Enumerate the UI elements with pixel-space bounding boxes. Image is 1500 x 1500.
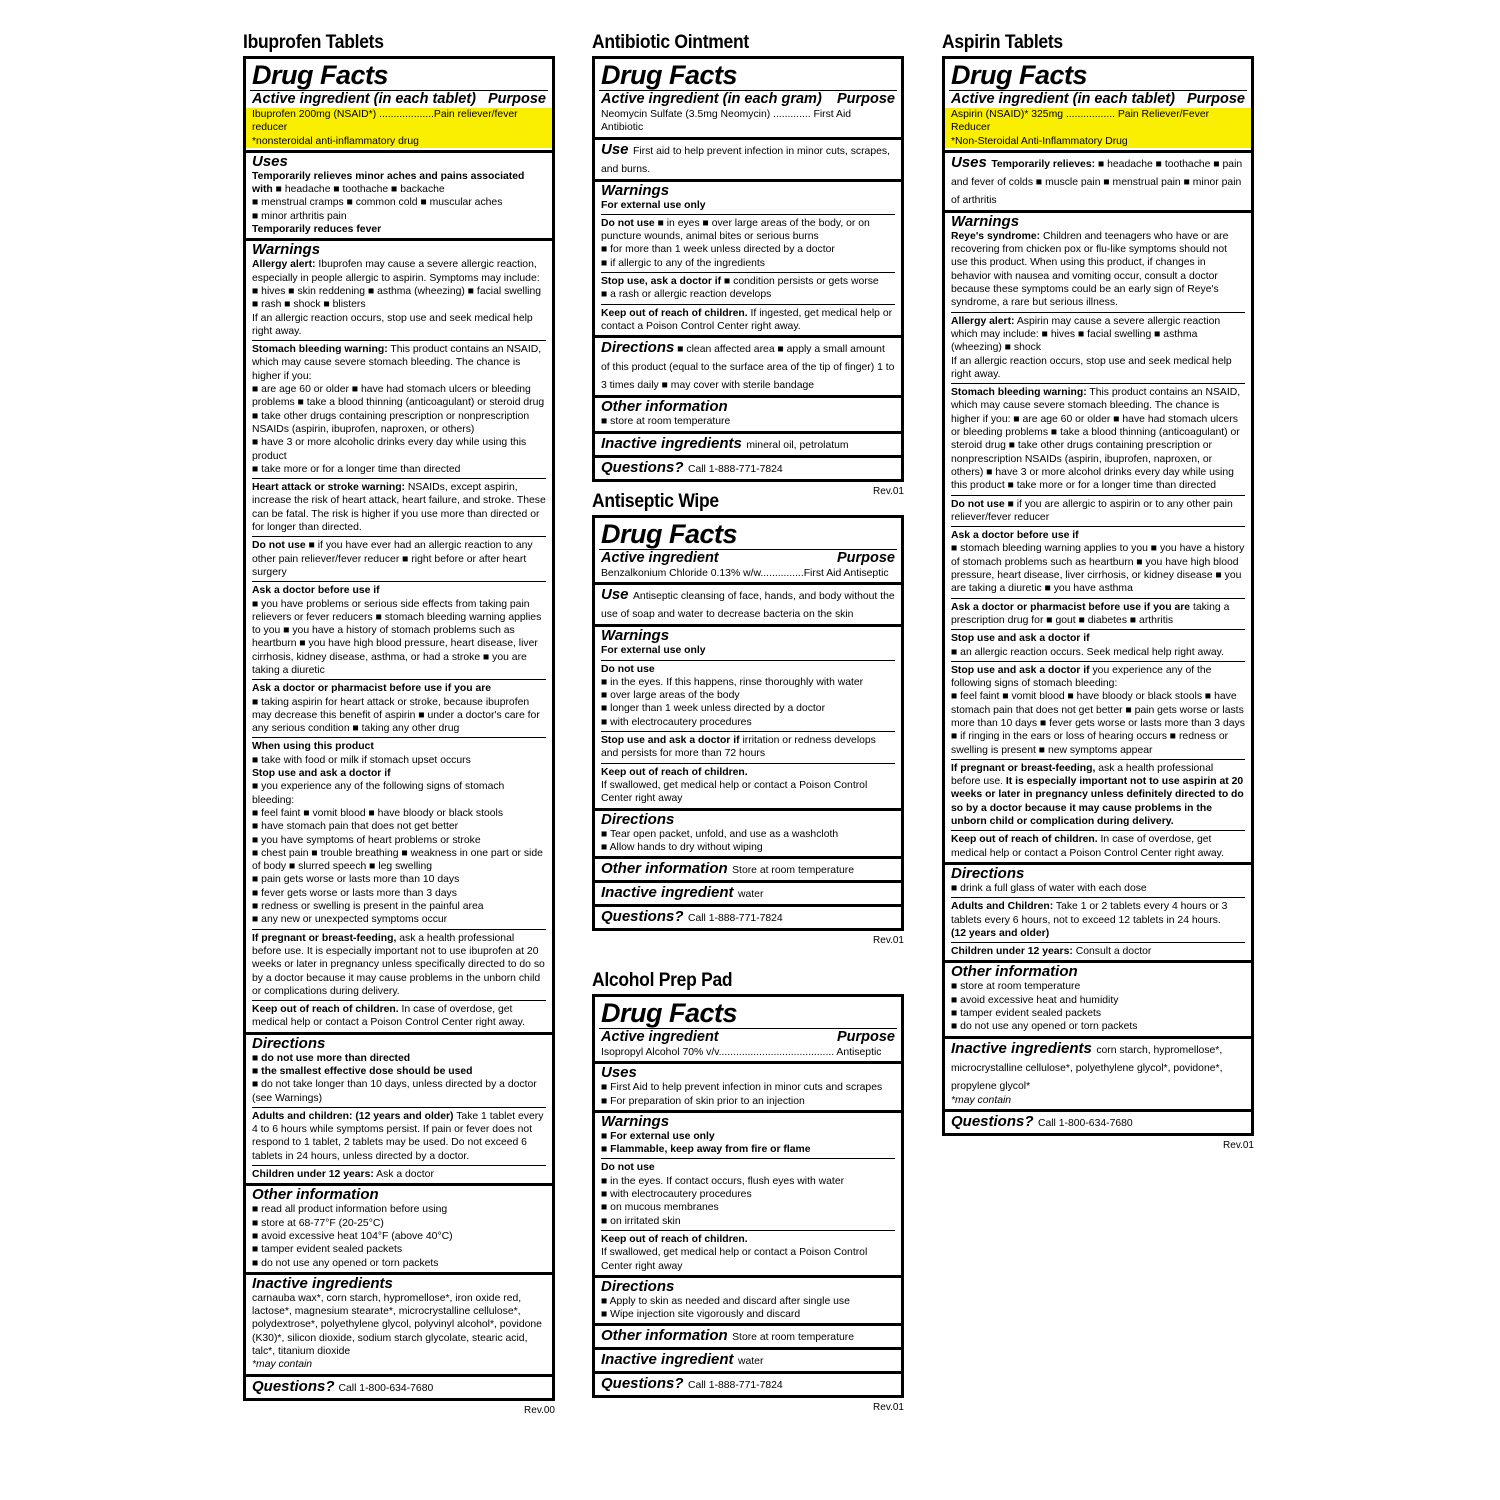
drug-facts-heading: Drug Facts (951, 60, 1088, 90)
ibu-stomach-t: This product contains an NSAID, which may cause severe stomach bleeding. The chance is higher if you: (252, 344, 542, 382)
ibu-uses-1: Temporarily relieves minor aches and pains associated with (252, 170, 525, 196)
revision-label: Rev.01 (873, 935, 904, 947)
ibu-uses-h: Uses (252, 152, 288, 170)
wipe-dir-2: ■ Allow hands to dry without wiping (601, 841, 763, 853)
asp-preg-b2: It is especially important not to use aspirin at 20 weeks or later in pregnancy unless definitely directed to do so by a doctor because it may cause problems in the unborn child or complication during delivery. (951, 776, 1244, 828)
alc-w-1: ■ For external use only (601, 1130, 715, 1142)
anti-warnings-h: Warnings (601, 181, 670, 199)
ibu-other-5: ■ do not use any opened or torn packets (252, 1257, 439, 1269)
alc-q-t: Call 1-888-771-7824 (687, 1380, 783, 1392)
anti-dir-h: Directions (601, 339, 675, 357)
alc-keep-b: Keep out of reach of children. (601, 1233, 748, 1245)
wipe-dnu-1: ■ in the eyes. If this happens, rinse thoroughly with water (601, 676, 864, 688)
asp-active-label: Active ingredient (in each tablet) (951, 91, 1175, 107)
wipe-inactive-t: water (738, 889, 764, 901)
alc-uses-h: Uses (601, 1064, 637, 1082)
anti-active-label: Active ingredient (in each gram) (601, 91, 822, 107)
ibu-child-t: Ask a doctor (373, 1169, 434, 1181)
drug-facts-panel (942, 56, 1254, 1136)
ibu-preg-t: ask a health professional before use. It is especially important not to use ibuprofen at 20 weeks or later in pregnancy unless specifically directed to do so by a doctor because it may cause problems in the unborn child or complications during delivery. (252, 932, 545, 997)
product-title: Antiseptic Wipe (592, 491, 719, 512)
drug-facts-heading: Drug Facts (601, 519, 738, 549)
alc-dnu-3: ■ on mucous membranes (601, 1202, 719, 1214)
ibu-stomach-l1: ■ are age 60 or older ■ have had stomach ulcers or bleeding problems ■ take a blood thinning (anticoagulant) or steroid drug ■ take other drugs containing prescription or nonprescription NSAIDs (aspirin, ibuprofen, naproxen, or others) (252, 384, 545, 435)
asp-other-4: ■ do not use any opened or torn packets (951, 1021, 1138, 1033)
product-title: Antibiotic Ointment (592, 32, 749, 53)
ibu-inactive-h: Inactive ingredients (252, 1274, 393, 1292)
asp-inactive-t: corn starch, hypromellose*, microcrystalline cellulose*, polyethylene glycol*, povidone*, propylene glycol* (951, 1044, 1223, 1092)
anti-dnu-t2: ■ for more than 1 week unless directed by a doctor (601, 244, 835, 256)
alc-active-line: Isopropyl Alcohol 70% v/v........................................ Antiseptic (601, 1047, 882, 1058)
ibu-stop-t8: ■ redness or swelling is present in the painful area (252, 901, 484, 913)
asp-inactive-h: Inactive ingredients (951, 1039, 1092, 1057)
active-ingredient-highlight (945, 108, 1251, 148)
anti-ext: For external use only (601, 199, 706, 211)
wipe-q-h: Questions? (601, 908, 684, 926)
asp-stop2-t: you experience any of the following signs of stomach bleeding: (951, 664, 1212, 690)
anti-q-t: Call 1-888-771-7824 (687, 463, 783, 475)
ibu-stomach-b: Stomach bleeding warning: (252, 344, 388, 356)
alc-dnu-4: ■ on irritated skin (601, 1215, 681, 1227)
alc-keep-t: If swallowed, get medical help or contact a Poison Control Center right away (601, 1247, 868, 1272)
asp-dnu-t: ■ if you are allergic to aspirin or to any other pain reliever/fever reducer (951, 498, 1233, 523)
asp-warnings-h: Warnings (951, 212, 1020, 230)
asp-uses-h: Uses (951, 153, 987, 171)
revision-label: Rev.00 (524, 1404, 555, 1416)
inactive-ingredients-section (246, 1272, 552, 1374)
antiseptic-wipe-column (592, 491, 904, 946)
asp-dir-t: ■ drink a full glass of water with each dose (951, 882, 1147, 894)
alc-uses-2: ■ For preparation of skin prior to an injection (601, 1095, 805, 1107)
product-title: Aspirin Tablets (942, 32, 1063, 53)
ibu-inactive-note: *may contain (252, 1359, 313, 1371)
ibu-uses-4: ■ minor arthritis pain (252, 210, 347, 222)
wipe-ext: For external use only (601, 645, 706, 657)
wipe-warnings-h: Warnings (601, 627, 670, 645)
ibu-adults-t: Take 1 tablet every 4 to 6 hours while symptoms persist. If pain or fever does not respond to 1 tablet, 2 tablets may be used. Do not exceed 6 tablets in 24 hours, unless directed by a doctor. (252, 1110, 544, 1162)
asp-reye-t: Children and teenagers who have or are recovering from chicken pox or flu-like symptoms should not use this product. When using this product, if changes in behavior with nausea and vomiting occur, consult a doctor because these symptoms could be an early sign of Reye's syndrome, a rare but serious illness. (951, 230, 1229, 309)
asp-askph-b: Ask a doctor or pharmacist before use if you are (951, 601, 1191, 613)
ibu-dir-3: ■ do not take longer than 10 days, unless directed by a doctor (see Warnings) (252, 1079, 537, 1104)
alcohol-prep-pad-column (592, 970, 904, 1413)
ibu-stop-t4: ■ you have symptoms of heart problems or stroke (252, 834, 481, 846)
alc-other-t: Store at room temperature (732, 1332, 854, 1344)
ibu-allergy-t2: If an allergic reaction occurs, stop use and seek medical help right away. (252, 312, 533, 337)
asp-stop1-h: Stop use and ask a doctor if (951, 633, 1090, 645)
ibu-stomach-l3: ■ take more or for a longer time than directed (252, 463, 461, 475)
wipe-stop-t: irritation or redness develops and persists for more than 72 hours (601, 735, 876, 760)
ibu-uses-2: ■ headache ■ toothache ■ backache (275, 184, 445, 196)
asp-purpose-label: Purpose (1186, 91, 1245, 107)
wipe-use-t: Antiseptic cleansing of face, hands, and body without the use of soap and water to decrease bacteria on the skin (601, 591, 895, 621)
ibu-stop-t6: ■ pain gets worse or lasts more than 10 days (252, 874, 460, 886)
ibu-dir-h: Directions (252, 1034, 326, 1052)
asp-keep-t: In case of overdose, get medical help or contact a Poison Control Center right away. (951, 834, 1224, 859)
asp-preg-t: ask a health professional before use. (951, 762, 1214, 788)
antibiotic-ointment-column (592, 32, 904, 497)
asp-allergy-t: Aspirin may cause a severe allergic reaction which may include: ■ hives ■ facial swelling ■ asthma (wheezing) ■ shock (951, 315, 1221, 354)
drug-facts-heading: Drug Facts (601, 998, 738, 1028)
wipe-stop-b: Stop use and ask a doctor if (601, 735, 740, 747)
ibu-dir-2: ■ the smallest effective dose should be used (252, 1066, 473, 1077)
alc-inactive-h: Inactive ingredient (601, 1351, 734, 1369)
asp-child-b: Children under 12 years: (951, 946, 1073, 958)
ibu-when-t: ■ take with food or milk if stomach upset occurs (252, 754, 471, 766)
asp-stomach-t: This product contains an NSAID, which may cause severe stomach bleeding. The chance is higher if you: ■ are age 60 or older ■ have had stomach ulcers or bleeding problems ■ take a blood thinning (anticoagulant) or steroid drug ■ take other drugs containing prescription or nonprescription NSAIDs (aspirin, ibuprofen, naproxen, or others) ■ have 3 or more alcohol drinks every day while using this product ■ take more or for a longer time than directed (951, 387, 1241, 492)
ibu-stomach-l2: ■ have 3 or more alcoholic drinks every day while using this product (252, 437, 527, 462)
ibu-active-line: Ibuprofen 200mg (NSAID*) ...................Pain reliever/fever reducer (252, 109, 518, 134)
asp-other-1: ■ store at room temperature (951, 981, 1081, 993)
ibuprofen-column (243, 32, 555, 1416)
revision-label: Rev.01 (873, 485, 904, 497)
alc-q-h: Questions? (601, 1375, 684, 1393)
asp-q-h: Questions? (951, 1112, 1034, 1130)
ibu-other-4: ■ tamper evident sealed packets (252, 1244, 403, 1256)
ibu-purpose-label: Purpose (487, 91, 546, 107)
anti-keep-b: Keep out of reach of children. (601, 307, 748, 319)
wipe-dnu-2: ■ over large areas of the body (601, 690, 740, 702)
anti-inactive-h: Inactive ingredients (601, 434, 742, 452)
drug-facts-panel (592, 56, 904, 482)
ibu-allergy-t: Ibuprofen may cause a severe allergic reaction, especially in people allergic to aspirin. Symptoms may include: ■ hives ■ skin reddening ■ asthma (wheezing) ■ facial swelling ■ rash ■ shock ■ blisters (252, 259, 542, 311)
alc-active-label: Active ingredient (601, 1029, 719, 1045)
active-header (250, 90, 548, 108)
drug-facts-panel (592, 515, 904, 931)
ibu-preg-b: If pregnant or breast-feeding, (252, 932, 397, 944)
ibu-uses-3: ■ menstrual cramps ■ common cold ■ muscular aches (252, 197, 503, 209)
wipe-keep-t: If swallowed, get medical help or contact a Poison Control Center right away (601, 779, 868, 805)
asp-stomach-b: Stomach bleeding warning: (951, 387, 1087, 399)
ibu-ask-h: Ask a doctor before use if (252, 585, 380, 597)
asp-dir-h: Directions (951, 864, 1025, 882)
ibu-other-3: ■ avoid excessive heat 104°F (above 40°C) (252, 1230, 453, 1242)
alc-purpose-label: Purpose (836, 1029, 895, 1045)
alc-dir-2: ■ Wipe injection site vigorously and discard (601, 1309, 801, 1321)
ibu-ask-t: ■ you have problems or serious side effects from taking pain relievers or fever reducers ■ stomach bleeding warning applies to you ■ you have a history of stomach problems such as heartburn ■ you have high blood pressure, heart disease, liver cirrhosis, kidney disease, asthma, or had a stroke ■ you are taking a diuretic (252, 598, 542, 676)
anti-keep-t: If ingested, get medical help or contact a Poison Control Center right away. (601, 307, 893, 332)
ibu-other-2: ■ store at 68-77°F (20-25°C) (252, 1217, 384, 1229)
ibu-stop-t2: ■ feel faint ■ vomit blood ■ have bloody or black stools (252, 807, 504, 819)
drug-facts-panel (243, 56, 555, 1401)
ibu-stop-t3: ■ have stomach pain that does not get better (252, 821, 459, 833)
alc-dnu-1: ■ in the eyes. If contact occurs, flush eyes with water (601, 1175, 845, 1187)
active-ingredient-highlight (246, 108, 552, 148)
revision-label: Rev.01 (1223, 1139, 1254, 1151)
wipe-dnu-3: ■ longer than 1 week unless directed by a doctor (601, 703, 826, 715)
ibu-heart-t: NSAIDs, except aspirin, increase the risk of heart attack, heart failure, and stroke. These can be fatal. The risk is higher if you use more than directed or for longer than directed. (252, 482, 546, 534)
anti-stop-t: ■ condition persists or gets worse (721, 276, 879, 288)
wipe-dnu-4: ■ with electrocautery procedures (601, 716, 752, 728)
anti-dir-t: ■ clean affected area ■ apply a small amount of this product (equal to the surface area of the tip of finger) 1 to 3 times daily ■ may cover with sterile bandage (601, 344, 895, 392)
ibu-inactive-t: carnauba wax*, corn starch, hypromellose*, iron oxide red, lactose*, magnesium stearate*, microcrystalline cellulose*, polydextrose*, polyethylene glycol, polyvinyl alcohol*, povidone (K30)*, silicon dioxide, sodium starch glycolate, stearic acid, talc*, titanium dioxide (252, 1292, 542, 1358)
asp-uses-t: Temporarily relieves: (991, 158, 1096, 170)
ibu-stop-t5: ■ chest pain ■ trouble breathing ■ weakness in one part or side of body ■ slurred speech ■ leg swelling (252, 847, 543, 873)
alc-dir-1: ■ Apply to skin as needed and discard after single use (601, 1295, 850, 1307)
asp-adults-b: Adults and Children: (951, 901, 1054, 913)
alc-w-2: ■ Flammable, keep away from fire or flame (601, 1144, 811, 1156)
wipe-dir-1: ■ Tear open packet, unfold, and use as a washcloth (601, 828, 839, 840)
anti-other-h: Other information (601, 398, 728, 416)
asp-adults-t: Take 1 or 2 tablets every 4 hours or 3 tablets every 6 hours, not to exceed 12 tablets in 24 hours. (951, 901, 1228, 926)
wipe-q-t: Call 1-888-771-7824 (687, 913, 783, 925)
anti-dnu-t3: ■ if allergic to any of the ingredients (601, 257, 765, 269)
ibu-uses-5: Temporarily reduces fever (252, 224, 382, 236)
product-title: Alcohol Prep Pad (592, 970, 733, 991)
asp-uses-t2: ■ headache ■ toothache ■ pain and fever of colds ■ muscle pain ■ menstrual pain ■ minor pain of arthritis (951, 158, 1243, 206)
wipe-other-t: Store at room temperature (732, 865, 854, 877)
asp-child-t: Consult a doctor (1072, 946, 1152, 958)
wipe-other-h: Other information (601, 860, 728, 878)
wipe-keep-b: Keep out of reach of children. (601, 766, 748, 778)
alc-dnu-2: ■ with electrocautery procedures (601, 1189, 752, 1201)
anti-q-h: Questions? (601, 458, 684, 476)
ibu-stop-h: Stop use and ask a doctor if (252, 768, 391, 780)
alc-inactive-t: water (738, 1356, 764, 1368)
asp-dnu-b: Do not use (951, 498, 1005, 510)
ibu-q-h: Questions? (252, 1377, 335, 1395)
asp-active-note: *Non-Steroidal Anti-Inflammatory Drug (951, 135, 1128, 147)
wipe-use-h: Use (601, 586, 629, 604)
anti-stop-t2: ■ a rash or allergic reaction develops (601, 289, 772, 301)
asp-stop2-b: Stop use and ask a doctor if (951, 664, 1090, 676)
anti-dnu-b: Do not use (601, 217, 655, 229)
aspirin-column (942, 32, 1254, 1151)
ibu-dnu-b: Do not use (252, 540, 306, 552)
wipe-inactive-h: Inactive ingredient (601, 884, 734, 902)
anti-stop-b: Stop use, ask a doctor if (601, 276, 722, 288)
asp-stop1-t: ■ an allergic reaction occurs. Seek medical help right away. (951, 646, 1224, 658)
ibu-child-b: Children under 12 years: (252, 1169, 374, 1181)
wipe-purpose-label: Purpose (836, 550, 895, 566)
ibu-when-h: When using this product (252, 741, 374, 753)
asp-other-2: ■ avoid excessive heat and humidity (951, 994, 1119, 1006)
questions-section (246, 1374, 552, 1398)
anti-active-line: Neomycin Sulfate (3.5mg Neomycin) ............. First Aid Antibiotic (601, 109, 852, 134)
ibu-stop-t9: ■ any new or unexpected symptoms occur (252, 914, 448, 926)
anti-use-h: Use (601, 140, 629, 158)
alc-other-h: Other information (601, 1327, 728, 1345)
ibu-active-note: *nonsteroidal anti-inflammatory drug (252, 135, 419, 147)
asp-allergy-t2: If an allergic reaction occurs, stop use and seek medical help right away. (951, 355, 1232, 380)
drug-facts-heading: Drug Facts (252, 60, 389, 90)
ibu-q-t: Call 1-800-634-7680 (338, 1382, 434, 1394)
ibu-askph-h: Ask a doctor or pharmacist before use if you are (252, 683, 492, 695)
alc-dnu-h: Do not use (601, 1162, 655, 1174)
wipe-active-line: Benzalkonium Chloride 0.13% w/w...............First Aid Antiseptic (601, 568, 889, 579)
ibu-stop-t1: ■ you experience any of the following signs of stomach bleeding: (252, 781, 505, 806)
directions-section (246, 1032, 552, 1184)
asp-other-h: Other information (951, 963, 1078, 981)
asp-inactive-note: *may contain (951, 1094, 1012, 1106)
asp-stop2-t2: ■ feel faint ■ vomit blood ■ have bloody or black stools ■ have stomach pain that does not get better ■ pain gets worse or lasts more than 10 days ■ fever gets worse or lasts more than 3 days ■ if ringing in the ears or loss of hearing occurs ■ redness or swelling is present ■ new symptoms appear (951, 691, 1245, 756)
drug-facts-panel (592, 994, 904, 1398)
ibu-dnu-t: ■ if you have ever had an allergic reaction to any other pain reliever/fever reducer ■ right before or after heart surgery (252, 540, 533, 578)
asp-ask-h: Ask a doctor before use if (951, 530, 1079, 542)
ibu-allergy-b: Allergy alert: (252, 259, 316, 271)
warnings-section (246, 238, 552, 1031)
wipe-dir-h: Directions (601, 810, 675, 828)
ibu-dir-1: ■ do not use more than directed (252, 1052, 411, 1064)
anti-inactive-t: mineral oil, petrolatum (746, 439, 849, 451)
ibu-askph-t: ■ taking aspirin for heart attack or stroke, because ibuprofen may decrease this benefit of aspirin ■ under a doctor's care for any serious condition ■ taking any other drug (252, 696, 540, 735)
active-section (246, 59, 552, 150)
ibu-active-label: Active ingredient (in each tablet) (252, 91, 476, 107)
ibu-other-h: Other information (252, 1186, 379, 1204)
asp-other-3: ■ tamper evident sealed packets (951, 1008, 1102, 1020)
anti-dnu-t: ■ in eyes ■ over large areas of the body, or on puncture wounds, animal bites or serious burns (601, 217, 870, 243)
asp-adults-b2: (12 years and older) (951, 927, 1050, 939)
anti-use-t: First aid to help prevent infection in minor cuts, scrapes, and burns. (601, 145, 890, 175)
ibu-other-1: ■ read all product information before using (252, 1204, 448, 1216)
asp-active-line: Aspirin (NSAID)* 325mg ................. Pain Reliever/Fever Reducer (951, 109, 1210, 134)
wipe-dnu-h: Do not use (601, 663, 655, 675)
asp-allergy-b: Allergy alert: (951, 315, 1015, 327)
ibu-stop-t7: ■ fever gets worse or lasts more than 3 days (252, 887, 457, 899)
uses-section (246, 150, 552, 238)
revision-label: Rev.01 (873, 1402, 904, 1414)
anti-purpose-label: Purpose (836, 91, 895, 107)
other-information-section (246, 1183, 552, 1271)
ibu-keep-b: Keep out of reach of children. (252, 1004, 399, 1016)
alc-warnings-h: Warnings (601, 1112, 670, 1130)
product-title: Ibuprofen Tablets (243, 32, 384, 53)
ibu-keep-t: In case of overdose, get medical help or contact a Poison Control Center right away. (252, 1004, 525, 1029)
ibu-heart-b: Heart attack or stroke warning: (252, 482, 406, 494)
wipe-active-label: Active ingredient (601, 550, 719, 566)
asp-reye-b: Reye's syndrome: (951, 230, 1041, 242)
anti-other-t: ■ store at room temperature (601, 416, 731, 428)
ibu-warnings-h: Warnings (252, 241, 321, 259)
ibu-adults-b: Adults and children: (12 years and older) (252, 1110, 454, 1122)
asp-keep-b: Keep out of reach of children. (951, 834, 1098, 846)
alc-dir-h: Directions (601, 1277, 675, 1295)
alc-uses-1: ■ First Aid to help prevent infection in minor cuts and scrapes (601, 1082, 883, 1094)
asp-preg-b: If pregnant or breast-feeding, (951, 762, 1096, 774)
asp-q-t: Call 1-800-634-7680 (1037, 1117, 1133, 1129)
asp-askph-t: taking a prescription drug for ■ gout ■ diabetes ■ arthritis (951, 601, 1230, 626)
asp-ask-t: ■ stomach bleeding warning applies to you ■ you have a history of stomach problems such as heartburn ■ you have high blood pressure, heart disease, liver cirrhosis, or kidney disease ■ you are taking a diuretic ■ you have asthma (951, 543, 1245, 595)
drug-facts-heading: Drug Facts (601, 60, 738, 90)
